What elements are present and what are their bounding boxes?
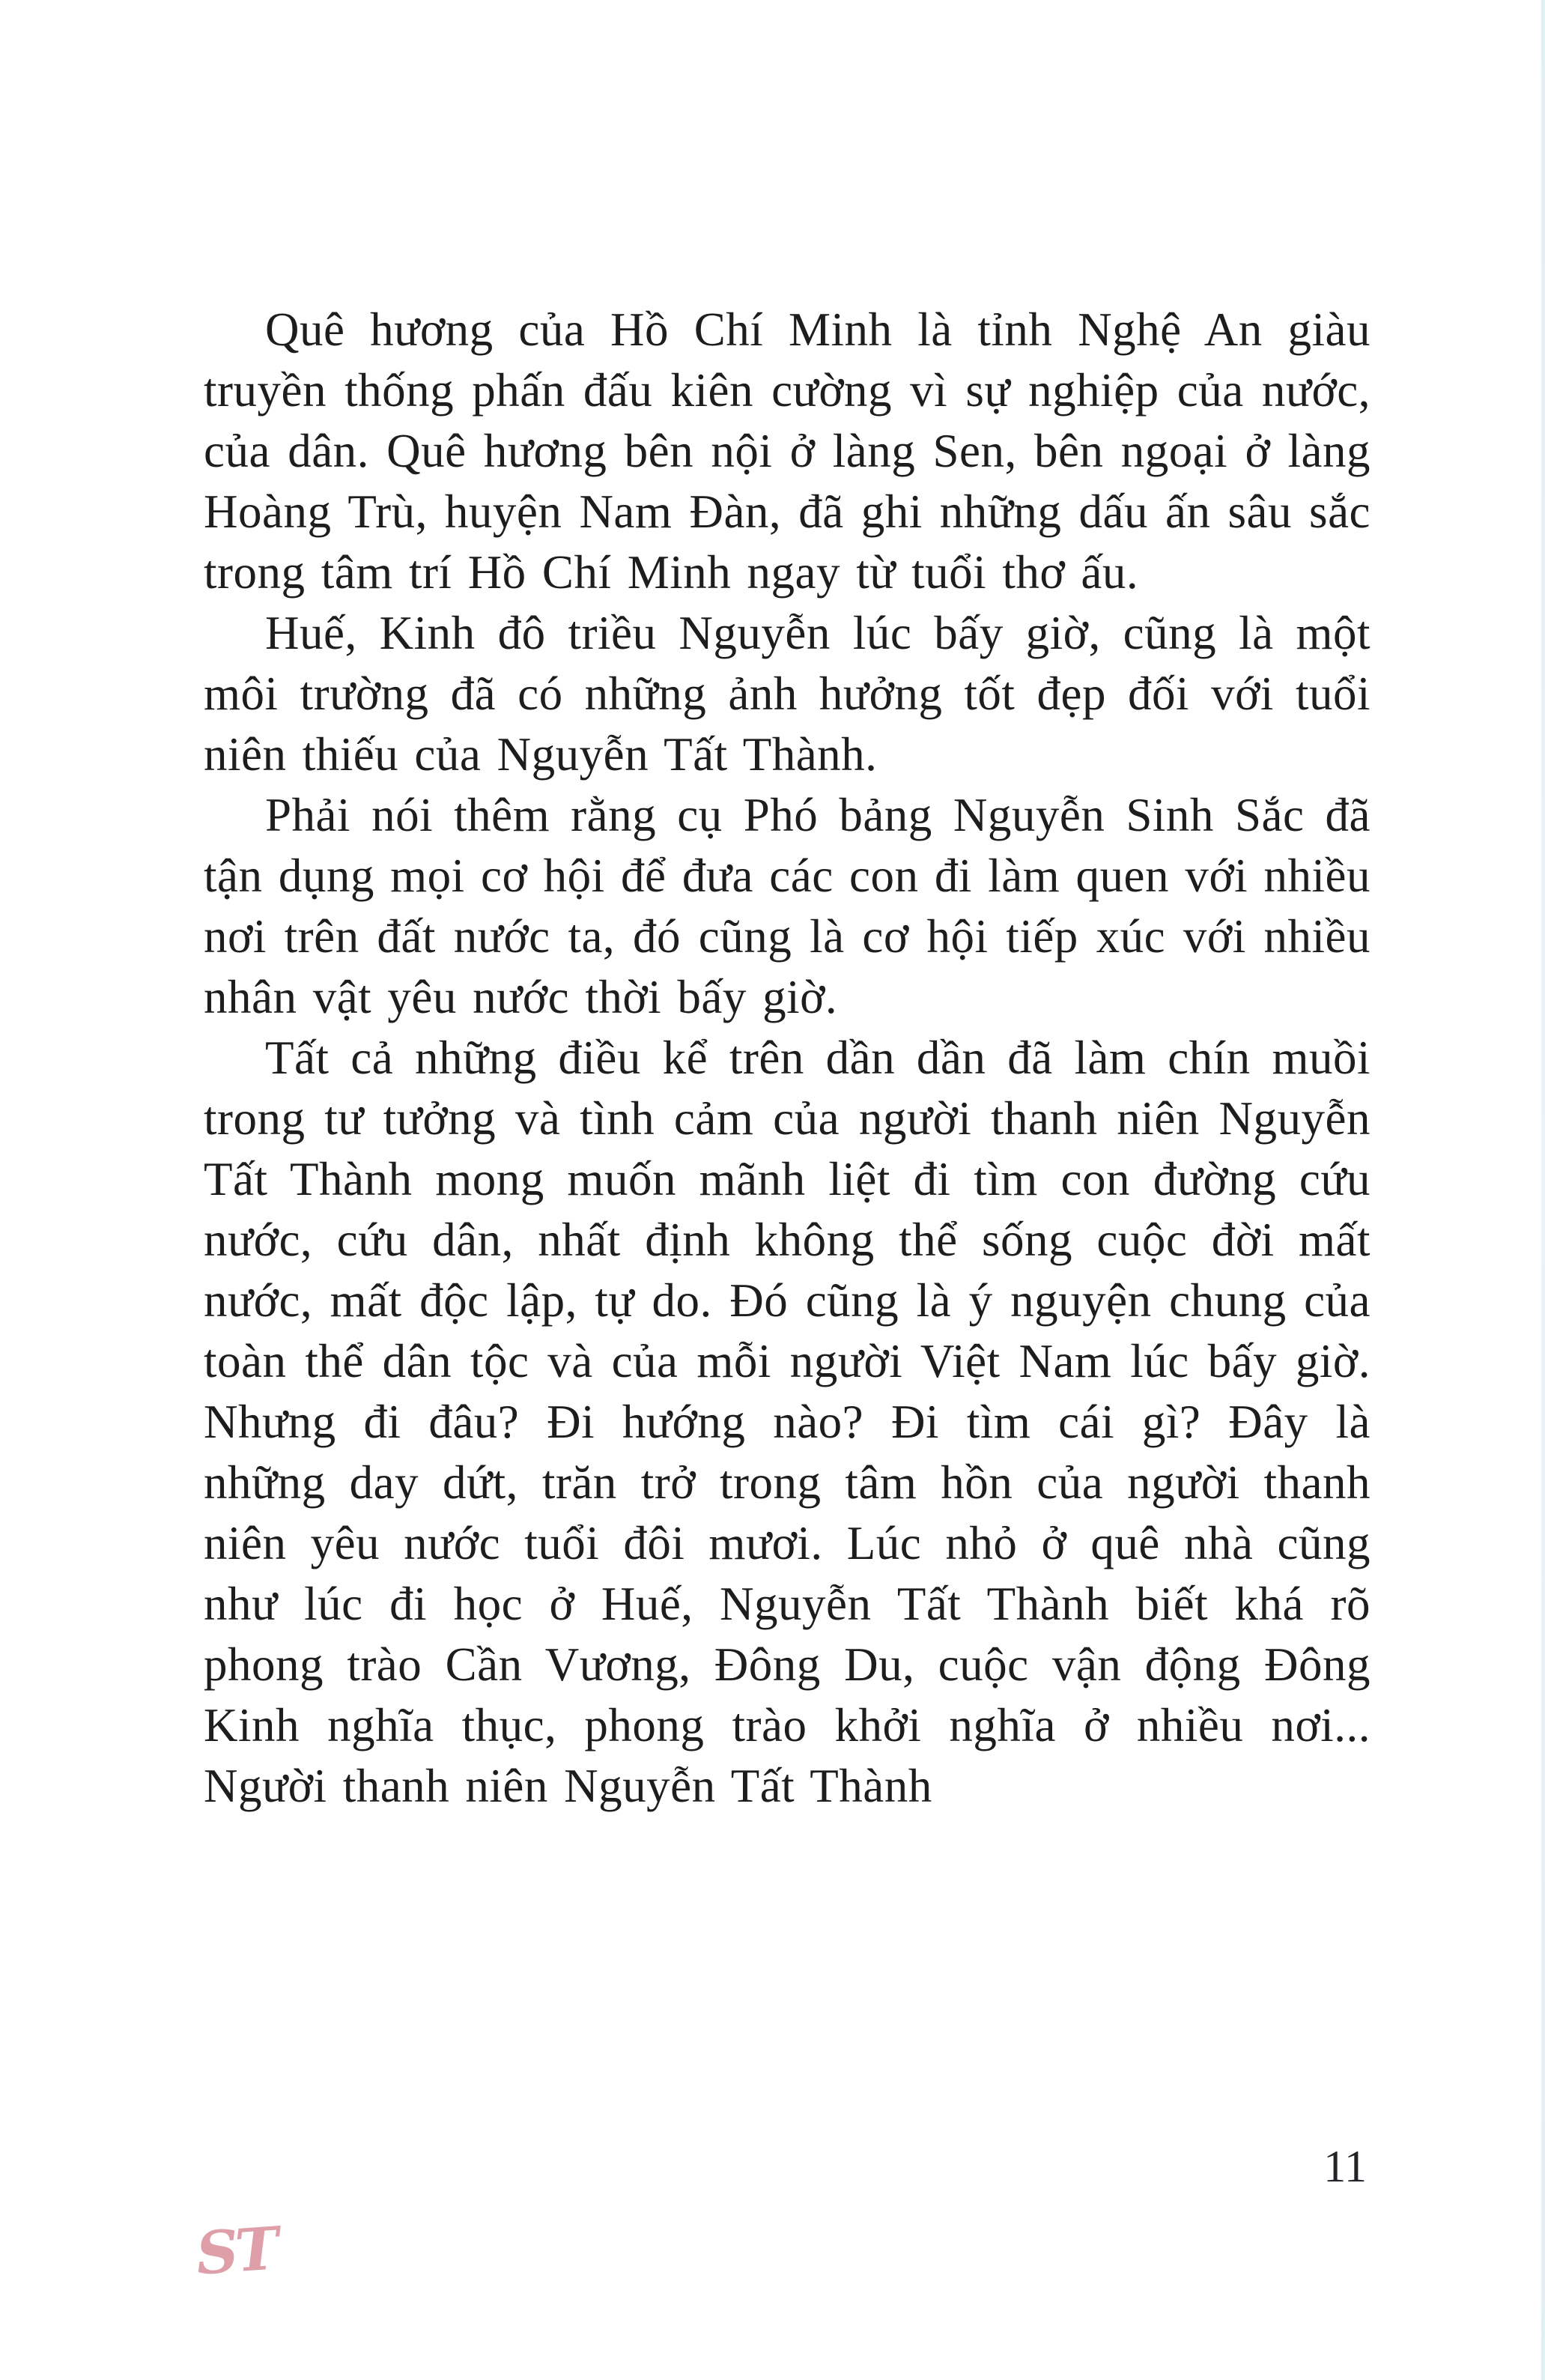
publisher-watermark: ST — [193, 2214, 279, 2289]
paragraph: Tất cả những điều kể trên dần dần đã làm chín muồi trong tư tưởng và tình cảm của người thanh niên Nguyễn Tất Thành mong muốn mãnh liệt đi tìm con đường cứu nước, cứu dân, nhất định không thể sống cuộc đời mất nước, mất độc lập, tự do. Đó cũng là ý nguyện chung của toàn thể dân tộc và của mỗi người Việt Nam lúc bấy giờ. Nhưng đi đâu? Đi hướng nào? Đi tìm cái gì? Đây là những day dứt, trăn trở trong tâm hồn của người thanh niên yêu nước tuổi đôi mươi. Lúc nhỏ ở quê nhà cũng như lúc đi học ở Huế, Nguyễn Tất Thành biết khá rõ phong trào Cần Vương, Đông Du, cuộc vận động Đông Kinh nghĩa thục, phong trào khởi nghĩa ở nhiều nơi... Người thanh niên Nguyễn Tất Thành — [204, 1032, 1371, 1812]
scan-edge-artifact — [1541, 0, 1545, 2380]
page-number: 11 — [1323, 2142, 1367, 2191]
body-text — [204, 300, 1371, 1817]
paragraph: Phải nói thêm rằng cụ Phó bảng Nguyễn Sinh Sắc đã tận dụng mọi cơ hội để đưa các con đi làm quen với nhiều nơi trên đất nước ta, đó cũng là cơ hội tiếp xúc với nhiều nhân vật yêu nước thời bấy giờ. — [204, 789, 1371, 1023]
paragraph: Quê hương của Hồ Chí Minh là tỉnh Nghệ An giàu truyền thống phấn đấu kiên cường vì sự nghiệp của nước, của dân. Quê hương bên nội ở làng Sen, bên ngoại ở làng Hoàng Trù, huyện Nam Đàn, đã ghi những dấu ấn sâu sắc trong tâm trí Hồ Chí Minh ngay từ tuổi thơ ấu. — [204, 303, 1371, 599]
paragraph: Huế, Kinh đô triều Nguyễn lúc bấy giờ, cũng là một môi trường đã có những ảnh hưởng tốt đẹp đối với tuổi niên thiếu của Nguyễn Tất Thành. — [204, 607, 1371, 781]
